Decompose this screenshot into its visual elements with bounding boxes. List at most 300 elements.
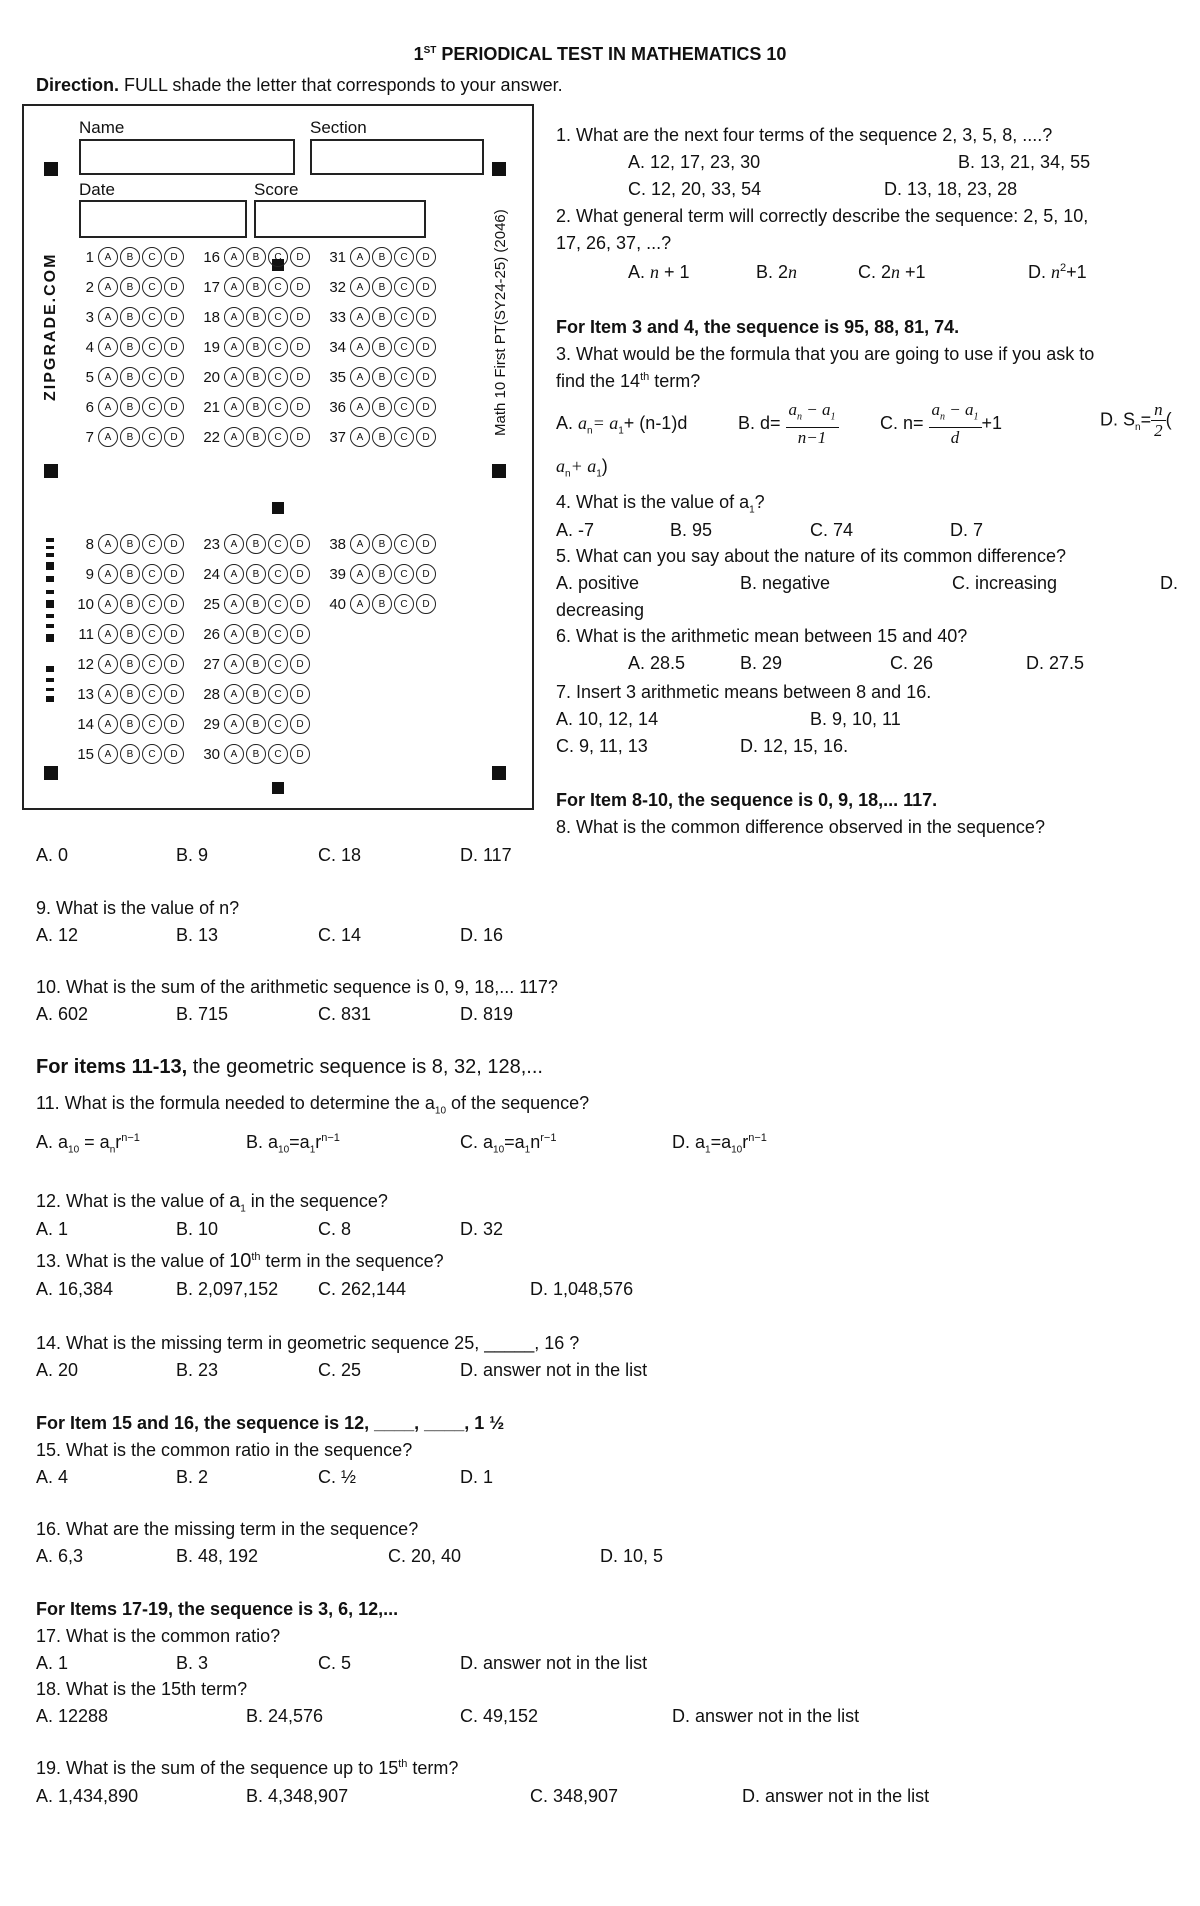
q15-text: 15. What is the common ratio in the sequence? (36, 1440, 413, 1460)
q1-text: 1. What are the next four terms of the sequence 2, 3, 5, 8, ....? (556, 125, 1053, 145)
answer-bubble[interactable]: A (224, 624, 244, 644)
answer-bubble[interactable]: A (350, 337, 370, 357)
answer-bubble[interactable]: A (98, 247, 118, 267)
answer-bubble[interactable]: B (246, 277, 266, 297)
answer-bubble[interactable]: C (142, 684, 162, 704)
q2-option-d: D. $n^2+1$ (1028, 262, 1087, 282)
bubble-row (68, 307, 446, 327)
score-label: Score (254, 180, 299, 199)
answer-bubble[interactable]: D (416, 564, 436, 584)
q6-option-b: B. 29 (740, 653, 783, 673)
q6-option-a: A. 28.5 (628, 653, 686, 673)
question-number: 23 (203, 535, 220, 553)
question-number: 34 (329, 338, 346, 356)
bubble-row (68, 277, 446, 297)
answer-bubble[interactable]: C (142, 337, 162, 357)
answer-bubble[interactable]: B (372, 277, 392, 297)
answer-bubble[interactable]: D (164, 277, 184, 297)
question-number: 33 (329, 308, 346, 326)
barcode (46, 624, 54, 628)
answer-bubble[interactable]: C (142, 564, 162, 584)
barcode (46, 590, 54, 594)
answer-bubble[interactable]: B (120, 624, 140, 644)
items-3-4-intro: For Item 3 and 4, the sequence is 95, 88, 81, 74. (556, 317, 960, 337)
answer-bubble[interactable]: D (290, 277, 310, 297)
answer-bubble[interactable]: A (350, 534, 370, 554)
answer-bubble[interactable]: B (246, 307, 266, 327)
question-number: 19 (203, 338, 220, 356)
answer-bubble[interactable]: C (268, 714, 288, 734)
answer-bubble[interactable]: C (142, 247, 162, 267)
answer-bubble[interactable]: B (120, 247, 140, 267)
answer-bubble[interactable]: C (268, 277, 288, 297)
answer-bubble[interactable]: A (224, 337, 244, 357)
question-number: 8 (85, 535, 94, 553)
barcode (46, 634, 54, 642)
answer-bubble[interactable]: B (246, 247, 266, 267)
answer-bubble[interactable]: C (394, 277, 414, 297)
answer-bubble[interactable]: B (372, 367, 392, 387)
answer-bubble[interactable]: D (416, 337, 436, 357)
answer-bubble[interactable]: D (416, 367, 436, 387)
answer-bubble[interactable]: C (142, 654, 162, 674)
answer-bubble[interactable]: A (98, 624, 118, 644)
answer-bubble[interactable]: B (246, 367, 266, 387)
q14-option-b: B. 23 (176, 1360, 219, 1380)
answer-bubble[interactable]: A (224, 594, 244, 614)
question-number: 11 (78, 625, 94, 643)
q14-option-c: C. 25 (318, 1360, 362, 1380)
question-number: 26 (203, 625, 220, 643)
registration-mark (272, 782, 284, 794)
answer-bubble[interactable]: A (98, 654, 118, 674)
q13-text: 13. What is the value of 10th term in the sequence? (36, 1250, 444, 1272)
q8-option-d: D. 117 (460, 845, 512, 865)
answer-bubble[interactable]: C (142, 397, 162, 417)
barcode (46, 562, 54, 570)
q3-option-d: D. $S_n=$ $\frac{n}{2}$ ( (1100, 400, 1172, 440)
items-17-19-intro: For Items 17-19, the sequence is 3, 6, 12,... (36, 1599, 399, 1619)
barcode (46, 546, 54, 549)
q19-option-a: A. 1,434,890 (36, 1786, 139, 1806)
q1-option-d: D. 13, 18, 23, 28 (884, 179, 1018, 199)
answer-bubble[interactable]: B (372, 247, 392, 267)
page-title: 1ST PERIODICAL TEST IN MATHEMATICS 10 (413, 44, 787, 64)
bubble-row (68, 654, 320, 674)
answer-bubble[interactable]: B (120, 684, 140, 704)
question-number: 9 (85, 565, 94, 583)
answer-bubble[interactable]: D (164, 534, 184, 554)
name-field[interactable] (79, 139, 295, 175)
q16-option-b: B. 48, 192 (176, 1546, 259, 1566)
q9-option-c: C. 14 (318, 925, 362, 945)
answer-bubble[interactable]: A (98, 684, 118, 704)
answer-bubble[interactable]: C (268, 247, 288, 267)
bubble-row (68, 684, 320, 704)
answer-bubble[interactable]: A (224, 684, 244, 704)
answer-bubble[interactable]: C (268, 564, 288, 584)
question-number: 1 (85, 248, 94, 266)
answer-bubble[interactable]: A (350, 564, 370, 584)
registration-mark (44, 766, 58, 780)
answer-bubble[interactable]: A (350, 367, 370, 387)
answer-bubble[interactable]: B (120, 564, 140, 584)
answer-bubble[interactable]: C (268, 534, 288, 554)
answer-bubble[interactable]: D (290, 427, 310, 447)
q16-option-a: A. 6,3 (36, 1546, 84, 1566)
q13-option-a: A. 16,384 (36, 1279, 114, 1299)
answer-bubble[interactable]: A (350, 397, 370, 417)
barcode (46, 666, 54, 672)
question-number: 14 (77, 715, 94, 733)
q10-option-d: D. 819 (460, 1004, 514, 1024)
q17-option-b: B. 3 (176, 1653, 209, 1673)
answer-bubble[interactable]: D (290, 247, 310, 267)
question-number: 28 (203, 685, 220, 703)
answer-bubble[interactable]: A (98, 307, 118, 327)
answer-bubble[interactable]: B (120, 534, 140, 554)
question-number: 29 (203, 715, 220, 733)
answer-bubble[interactable]: C (268, 367, 288, 387)
answer-bubble[interactable]: D (290, 594, 310, 614)
answer-bubble[interactable]: A (98, 277, 118, 297)
question-number: 4 (85, 338, 94, 356)
date-label: Date (79, 180, 115, 199)
answer-bubble[interactable]: D (290, 307, 310, 327)
barcode (46, 576, 54, 582)
answer-bubble[interactable]: D (164, 594, 184, 614)
question-number: 10 (77, 595, 94, 613)
answer-bubble[interactable]: D (290, 564, 310, 584)
answer-bubble[interactable]: D (290, 744, 310, 764)
answer-bubble[interactable]: B (120, 397, 140, 417)
answer-bubble[interactable]: D (416, 427, 436, 447)
answer-bubble[interactable]: D (416, 534, 436, 554)
answer-bubble[interactable]: A (224, 564, 244, 584)
answer-bubble[interactable]: A (98, 367, 118, 387)
q3-option-d-cont: $a_n+ a_1$) (556, 456, 608, 480)
answer-bubble[interactable]: B (246, 654, 266, 674)
q4-text: 4. What is the value of $a_1$? (556, 492, 765, 516)
name-label: Name (79, 118, 125, 137)
answer-bubble[interactable]: D (164, 247, 184, 267)
answer-bubble[interactable]: C (142, 534, 162, 554)
answer-bubble[interactable]: D (290, 367, 310, 387)
answer-bubble[interactable]: A (98, 594, 118, 614)
answer-bubble[interactable]: B (372, 534, 392, 554)
answer-bubble[interactable]: C (142, 744, 162, 764)
bubble-row (68, 564, 446, 584)
q5-option-d-cont: decreasing (556, 600, 645, 620)
q18-text: 18. What is the 15th term? (36, 1679, 248, 1699)
question-number: 6 (85, 398, 94, 416)
registration-mark (44, 162, 58, 176)
question-number: 21 (203, 398, 220, 416)
answer-bubble[interactable]: A (224, 367, 244, 387)
q8-text: 8. What is the common difference observed in the sequence? (556, 817, 1045, 837)
bubble-row (68, 534, 446, 554)
q13-option-d: D. 1,048,576 (530, 1279, 634, 1299)
q15-option-b: B. 2 (176, 1467, 209, 1487)
question-number: 2 (85, 278, 94, 296)
question-number: 15 (77, 745, 94, 763)
q2-text: 2. What general term will correctly describe the sequence: 2, 5, 10, (556, 206, 1089, 226)
q17-option-d: D. answer not in the list (460, 1653, 648, 1673)
answer-bubble[interactable]: B (120, 277, 140, 297)
barcode (46, 553, 54, 557)
barcode (46, 678, 54, 682)
answer-bubble[interactable]: A (350, 594, 370, 614)
direction: Direction. FULL shade the letter that corresponds to your answer. (36, 75, 563, 95)
answer-bubble[interactable]: C (268, 684, 288, 704)
answer-bubble[interactable]: C (142, 624, 162, 644)
answer-bubble[interactable]: D (290, 684, 310, 704)
items-8-10-intro: For Item 8-10, the sequence is 0, 9, 18,... 117. (556, 790, 938, 810)
question-number: 12 (77, 655, 94, 673)
answer-bubble[interactable]: A (98, 337, 118, 357)
answer-bubble[interactable]: C (268, 744, 288, 764)
question-number: 22 (203, 428, 220, 446)
answer-bubble[interactable]: B (372, 564, 392, 584)
answer-bubble[interactable]: C (268, 624, 288, 644)
answer-bubble[interactable]: D (290, 534, 310, 554)
answer-bubble[interactable]: C (142, 714, 162, 734)
q14-option-d: D. answer not in the list (460, 1360, 648, 1380)
answer-bubble[interactable]: D (416, 397, 436, 417)
answer-bubble[interactable]: B (372, 427, 392, 447)
score-field[interactable] (254, 200, 426, 238)
q19-text: 19. What is the sum of the sequence up to 15th term? (36, 1758, 459, 1778)
answer-bubble[interactable]: A (224, 744, 244, 764)
question-number: 30 (203, 745, 220, 763)
answer-bubble[interactable]: D (416, 277, 436, 297)
answer-bubble[interactable]: A (350, 247, 370, 267)
question-number: 36 (329, 398, 346, 416)
q11-option-b: B. $a_{10}=a_1r^{n-1}$ (246, 1132, 340, 1156)
answer-bubble[interactable]: D (164, 337, 184, 357)
answer-bubble[interactable]: B (246, 427, 266, 447)
question-number: 27 (203, 655, 220, 673)
answer-bubble[interactable]: C (142, 277, 162, 297)
answer-bubble[interactable]: B (372, 307, 392, 327)
q8-option-a: A. 0 (36, 845, 69, 865)
q19-option-d: D. answer not in the list (742, 1786, 930, 1806)
answer-bubble[interactable]: C (268, 307, 288, 327)
answer-bubble[interactable]: A (98, 564, 118, 584)
q9-option-b: B. 13 (176, 925, 219, 945)
q16-option-c: C. 20, 40 (388, 1546, 462, 1566)
answer-bubble[interactable]: C (394, 247, 414, 267)
question-number: 18 (203, 308, 220, 326)
answer-bubble[interactable]: B (246, 397, 266, 417)
items-11-13-intro: For items 11-13, the geometric sequence is 8, 32, 128,... (36, 1056, 543, 1078)
bubble-row (68, 337, 446, 357)
registration-mark (492, 162, 506, 176)
answer-bubble[interactable]: A (350, 277, 370, 297)
answer-bubble[interactable]: D (164, 564, 184, 584)
answer-bubble[interactable]: B (120, 337, 140, 357)
answer-bubble[interactable]: C (268, 594, 288, 614)
question-number: 35 (329, 368, 346, 386)
q11-option-c: C. $a_{10}=a_1n^{r-1}$ (460, 1132, 557, 1156)
answer-bubble[interactable]: D (290, 714, 310, 734)
answer-bubble[interactable]: D (164, 624, 184, 644)
q7-option-b: B. 9, 10, 11 (810, 709, 901, 729)
section-field[interactable] (310, 139, 484, 175)
q2-option-a: A. n + 1 (628, 262, 690, 282)
answer-bubble[interactable]: A (98, 714, 118, 734)
q10-text: 10. What is the sum of the arithmetic sequence is 0, 9, 18,... 117? (36, 977, 558, 997)
answer-bubble[interactable]: D (290, 337, 310, 357)
answer-bubble[interactable]: C (268, 397, 288, 417)
answer-bubble[interactable]: D (290, 624, 310, 644)
q12-option-d: D. 32 (460, 1219, 504, 1239)
q7-option-d: D. 12, 15, 16. (740, 736, 849, 756)
answer-bubble[interactable]: C (394, 564, 414, 584)
q11-option-d: D. $a_1=a_{10}r^{n-1}$ (672, 1132, 767, 1156)
answer-bubble[interactable]: A (350, 427, 370, 447)
q3-text: 3. What would be the formula that you are going to use if you ask to (556, 344, 1095, 364)
answer-sheet (22, 104, 534, 810)
q12-text: 12. What is the value of $a_1$ in the sequence? (36, 1190, 388, 1215)
q2-text-cont: 17, 26, 37, ...? (556, 233, 672, 253)
q6-option-c: C. 26 (890, 653, 934, 673)
answer-bubble[interactable]: C (394, 534, 414, 554)
answer-bubble[interactable]: C (142, 427, 162, 447)
answer-bubble[interactable]: B (246, 714, 266, 734)
answer-bubble[interactable]: A (224, 534, 244, 554)
q17-option-c: C. 5 (318, 1653, 352, 1673)
question-number: 39 (329, 565, 346, 583)
answer-bubble[interactable]: C (268, 654, 288, 674)
answer-bubble[interactable]: B (246, 684, 266, 704)
answer-bubble[interactable]: C (394, 397, 414, 417)
answer-bubble[interactable]: C (268, 427, 288, 447)
answer-bubble[interactable]: C (268, 337, 288, 357)
answer-bubble[interactable]: D (416, 307, 436, 327)
form-code: Math 10 First PT(SY24-25) (2046) (492, 209, 509, 436)
answer-bubble[interactable]: A (224, 307, 244, 327)
answer-bubble[interactable]: C (142, 367, 162, 387)
q10-option-c: C. 831 (318, 1004, 372, 1024)
answer-bubble[interactable]: C (394, 337, 414, 357)
q10-option-a: A. 602 (36, 1004, 89, 1024)
answer-bubble[interactable]: A (98, 397, 118, 417)
answer-bubble[interactable]: C (394, 367, 414, 387)
barcode (46, 688, 54, 691)
answer-bubble[interactable]: D (164, 654, 184, 674)
answer-bubble[interactable]: D (416, 247, 436, 267)
q5-option-b: B. negative (740, 573, 831, 593)
answer-bubble[interactable]: C (142, 594, 162, 614)
answer-bubble[interactable]: D (164, 714, 184, 734)
answer-bubble[interactable]: B (120, 654, 140, 674)
answer-bubble[interactable]: B (372, 594, 392, 614)
q6-text: 6. What is the arithmetic mean between 15 and 40? (556, 626, 968, 646)
answer-bubble[interactable]: B (246, 624, 266, 644)
answer-bubble[interactable]: A (98, 427, 118, 447)
answer-bubble[interactable]: D (164, 307, 184, 327)
answer-bubble[interactable]: B (246, 534, 266, 554)
answer-bubble[interactable]: B (120, 594, 140, 614)
question-number: 7 (85, 428, 94, 446)
answer-bubble[interactable]: C (394, 594, 414, 614)
q17-text: 17. What is the common ratio? (36, 1626, 281, 1646)
q11-option-a: A. $a_{10} = a_nr^{n-1}$ (36, 1132, 140, 1156)
answer-bubble[interactable]: C (394, 307, 414, 327)
date-field[interactable] (79, 200, 247, 238)
barcode (46, 696, 54, 702)
answer-bubble[interactable]: A (224, 654, 244, 674)
q4-option-a: A. -7 (556, 520, 595, 540)
question-number: 5 (85, 368, 94, 386)
q5-option-c: C. increasing (952, 573, 1058, 593)
q19-option-b: B. 4,348,907 (246, 1786, 349, 1806)
answer-bubble[interactable]: B (120, 307, 140, 327)
answer-bubble[interactable]: D (164, 367, 184, 387)
answer-bubble[interactable]: D (416, 594, 436, 614)
answer-bubble[interactable]: A (350, 307, 370, 327)
answer-bubble[interactable]: B (246, 564, 266, 584)
q12-option-c: C. 8 (318, 1219, 352, 1239)
answer-bubble[interactable]: D (290, 397, 310, 417)
answer-bubble[interactable]: A (224, 714, 244, 734)
answer-bubble[interactable]: C (394, 427, 414, 447)
answer-bubble[interactable]: A (98, 744, 118, 764)
question-number: 32 (329, 278, 346, 296)
answer-bubble[interactable]: D (164, 427, 184, 447)
answer-bubble[interactable]: B (246, 594, 266, 614)
answer-bubble[interactable]: B (120, 714, 140, 734)
answer-bubble[interactable]: C (142, 307, 162, 327)
q2-option-c: C. 2n +1 (858, 262, 926, 282)
answer-bubble[interactable]: B (246, 337, 266, 357)
answer-bubble[interactable]: B (120, 367, 140, 387)
q18-option-b: B. 24,576 (246, 1706, 324, 1726)
answer-bubble[interactable]: D (164, 744, 184, 764)
question-number: 13 (77, 685, 94, 703)
registration-mark (492, 464, 506, 478)
answer-bubble[interactable]: B (372, 337, 392, 357)
answer-bubble[interactable]: B (120, 744, 140, 764)
answer-bubble[interactable]: A (224, 397, 244, 417)
q12-option-b: B. 10 (176, 1219, 219, 1239)
answer-bubble[interactable]: D (290, 654, 310, 674)
answer-bubble[interactable]: A (98, 534, 118, 554)
answer-bubble[interactable]: A (224, 427, 244, 447)
q3-option-b: B. d= $\frac{a_n - a_1}{n-1}$ (738, 400, 839, 448)
answer-bubble[interactable]: D (164, 684, 184, 704)
q7-option-c: C. 9, 11, 13 (556, 736, 648, 756)
q3-text-cont: find the 14th term? (556, 371, 701, 391)
q1-option-c: C. 12, 20, 33, 54 (628, 179, 762, 199)
answer-bubble[interactable]: D (164, 397, 184, 417)
answer-bubble[interactable]: A (224, 277, 244, 297)
bubble-row (68, 367, 446, 387)
answer-bubble[interactable]: A (224, 247, 244, 267)
q5-option-d: D. (1160, 573, 1178, 593)
registration-mark (492, 766, 506, 780)
q18-option-c: C. 49,152 (460, 1706, 539, 1726)
question-number: 20 (203, 368, 220, 386)
q4-option-d: D. 7 (950, 520, 984, 540)
question-number: 31 (329, 248, 346, 266)
answer-bubble[interactable]: B (246, 744, 266, 764)
answer-bubble[interactable]: B (120, 427, 140, 447)
q10-option-b: B. 715 (176, 1004, 229, 1024)
barcode (46, 538, 54, 542)
answer-bubble[interactable]: B (372, 397, 392, 417)
